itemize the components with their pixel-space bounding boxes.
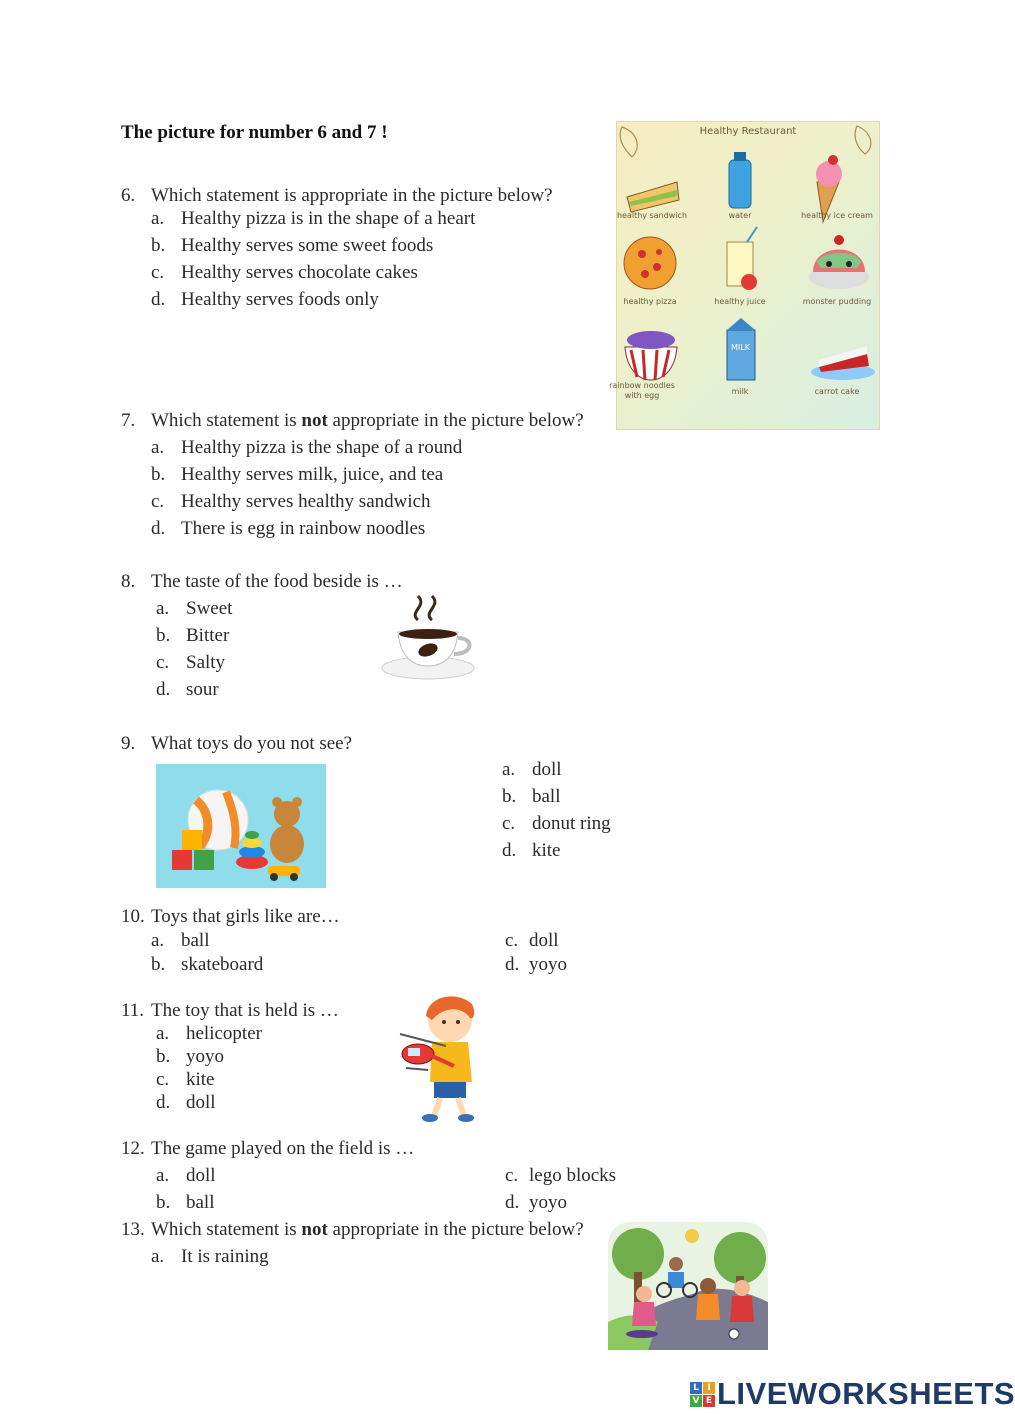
pizza-icon <box>624 237 676 289</box>
milk-carton-icon <box>727 318 755 380</box>
logo-badge: L I V E <box>690 1382 715 1407</box>
logo-text: LIVEWORKSHEETS <box>717 1376 1015 1411</box>
healthy-restaurant-menu-image <box>609 121 880 430</box>
menu-caption: monster pudding <box>802 297 872 306</box>
option-9d[interactable]: d. kite <box>502 840 561 861</box>
sandwich-icon <box>627 182 679 212</box>
boy-with-helicopter-image <box>396 990 486 1122</box>
question-12: 12. The game played on the field is … <box>121 1138 415 1159</box>
option-6a[interactable]: a. Healthy pizza is in the shape of a heart <box>151 208 476 229</box>
option-12c[interactable]: c. lego blocks <box>505 1165 617 1186</box>
option-11a[interactable]: a. helicopter <box>156 1023 262 1044</box>
noodle-bowl-icon <box>625 331 677 380</box>
option-8c[interactable]: c. Salty <box>156 652 226 673</box>
option-13a[interactable]: a. It is raining <box>151 1246 269 1267</box>
question-10: 10. Toys that girls like are… <box>121 906 340 927</box>
coffee-cup-image <box>378 590 478 682</box>
option-7a[interactable]: a. Healthy pizza is the shape of a round <box>151 437 463 458</box>
option-11b[interactable]: b. yoyo <box>156 1046 224 1067</box>
option-11c[interactable]: c. kite <box>156 1069 215 1090</box>
juice-glass-icon <box>727 227 757 290</box>
option-8b[interactable]: b. Bitter <box>156 625 230 646</box>
option-9c[interactable]: c. donut ring <box>502 813 611 834</box>
option-12b[interactable]: b. ball <box>156 1192 215 1213</box>
option-8d[interactable]: d. sour <box>156 679 219 700</box>
menu-caption: water <box>728 211 752 220</box>
option-7d[interactable]: d. There is egg in rainbow noodles <box>151 518 426 539</box>
option-6c[interactable]: c. Healthy serves chocolate cakes <box>151 262 418 283</box>
question-8: 8. The taste of the food beside is … <box>121 571 403 592</box>
option-6d[interactable]: d. Healthy serves foods only <box>151 289 379 310</box>
option-10b[interactable]: b. skateboard <box>151 954 264 975</box>
option-6b[interactable]: b. Healthy serves some sweet foods <box>151 235 434 256</box>
menu-caption: milk <box>731 387 749 396</box>
carrot-cake-icon <box>811 346 875 380</box>
menu-caption: carrot cake <box>814 387 860 396</box>
option-11d[interactable]: d. doll <box>156 1092 216 1113</box>
water-bottle-icon <box>729 152 751 208</box>
question-6 <box>121 185 553 207</box>
question-text: Which statement is appropriate in the picture below? <box>151 185 553 206</box>
option-7b[interactable]: b. Healthy serves milk, juice, and tea <box>151 464 444 485</box>
liveworksheets-logo <box>690 1376 1015 1412</box>
option-10d[interactable]: d. yoyo <box>505 954 567 975</box>
milk-carton-label: MILK <box>731 343 750 352</box>
option-8a[interactable]: a. Sweet <box>156 598 233 619</box>
question-11: 11. The toy that is held is … <box>121 1000 339 1021</box>
menu-caption: healthy juice <box>714 297 766 306</box>
option-10a[interactable]: a. ball <box>151 930 210 951</box>
section-heading: The picture for number 6 and 7 ! <box>121 122 388 143</box>
option-9a[interactable]: a. doll <box>502 759 562 780</box>
option-12a[interactable]: a. doll <box>156 1165 216 1186</box>
option-9b[interactable]: b. ball <box>502 786 561 807</box>
question-13: 13. Which statement is not appropriate in the picture below? <box>121 1219 584 1240</box>
option-7c[interactable]: c. Healthy serves healthy sandwich <box>151 491 431 512</box>
menu-caption: healthy ice cream <box>801 211 873 220</box>
menu-caption: healthy sandwich <box>616 211 688 220</box>
menu-caption: rainbow noodles with egg <box>609 381 675 400</box>
monster-pudding-icon <box>809 235 869 289</box>
option-12d[interactable]: d. yoyo <box>505 1192 567 1213</box>
children-playing-park-image <box>608 1222 768 1350</box>
menu-caption: healthy pizza <box>623 297 677 306</box>
question-number: 6. <box>121 185 136 206</box>
question-7: 7. Which statement is not appropriate in the picture below? <box>121 410 584 431</box>
menu-title: Healthy Restaurant <box>699 126 797 137</box>
question-9: 9. What toys do you not see? <box>121 733 353 754</box>
option-10c[interactable]: c. doll <box>505 930 559 951</box>
toys-image <box>156 764 326 888</box>
